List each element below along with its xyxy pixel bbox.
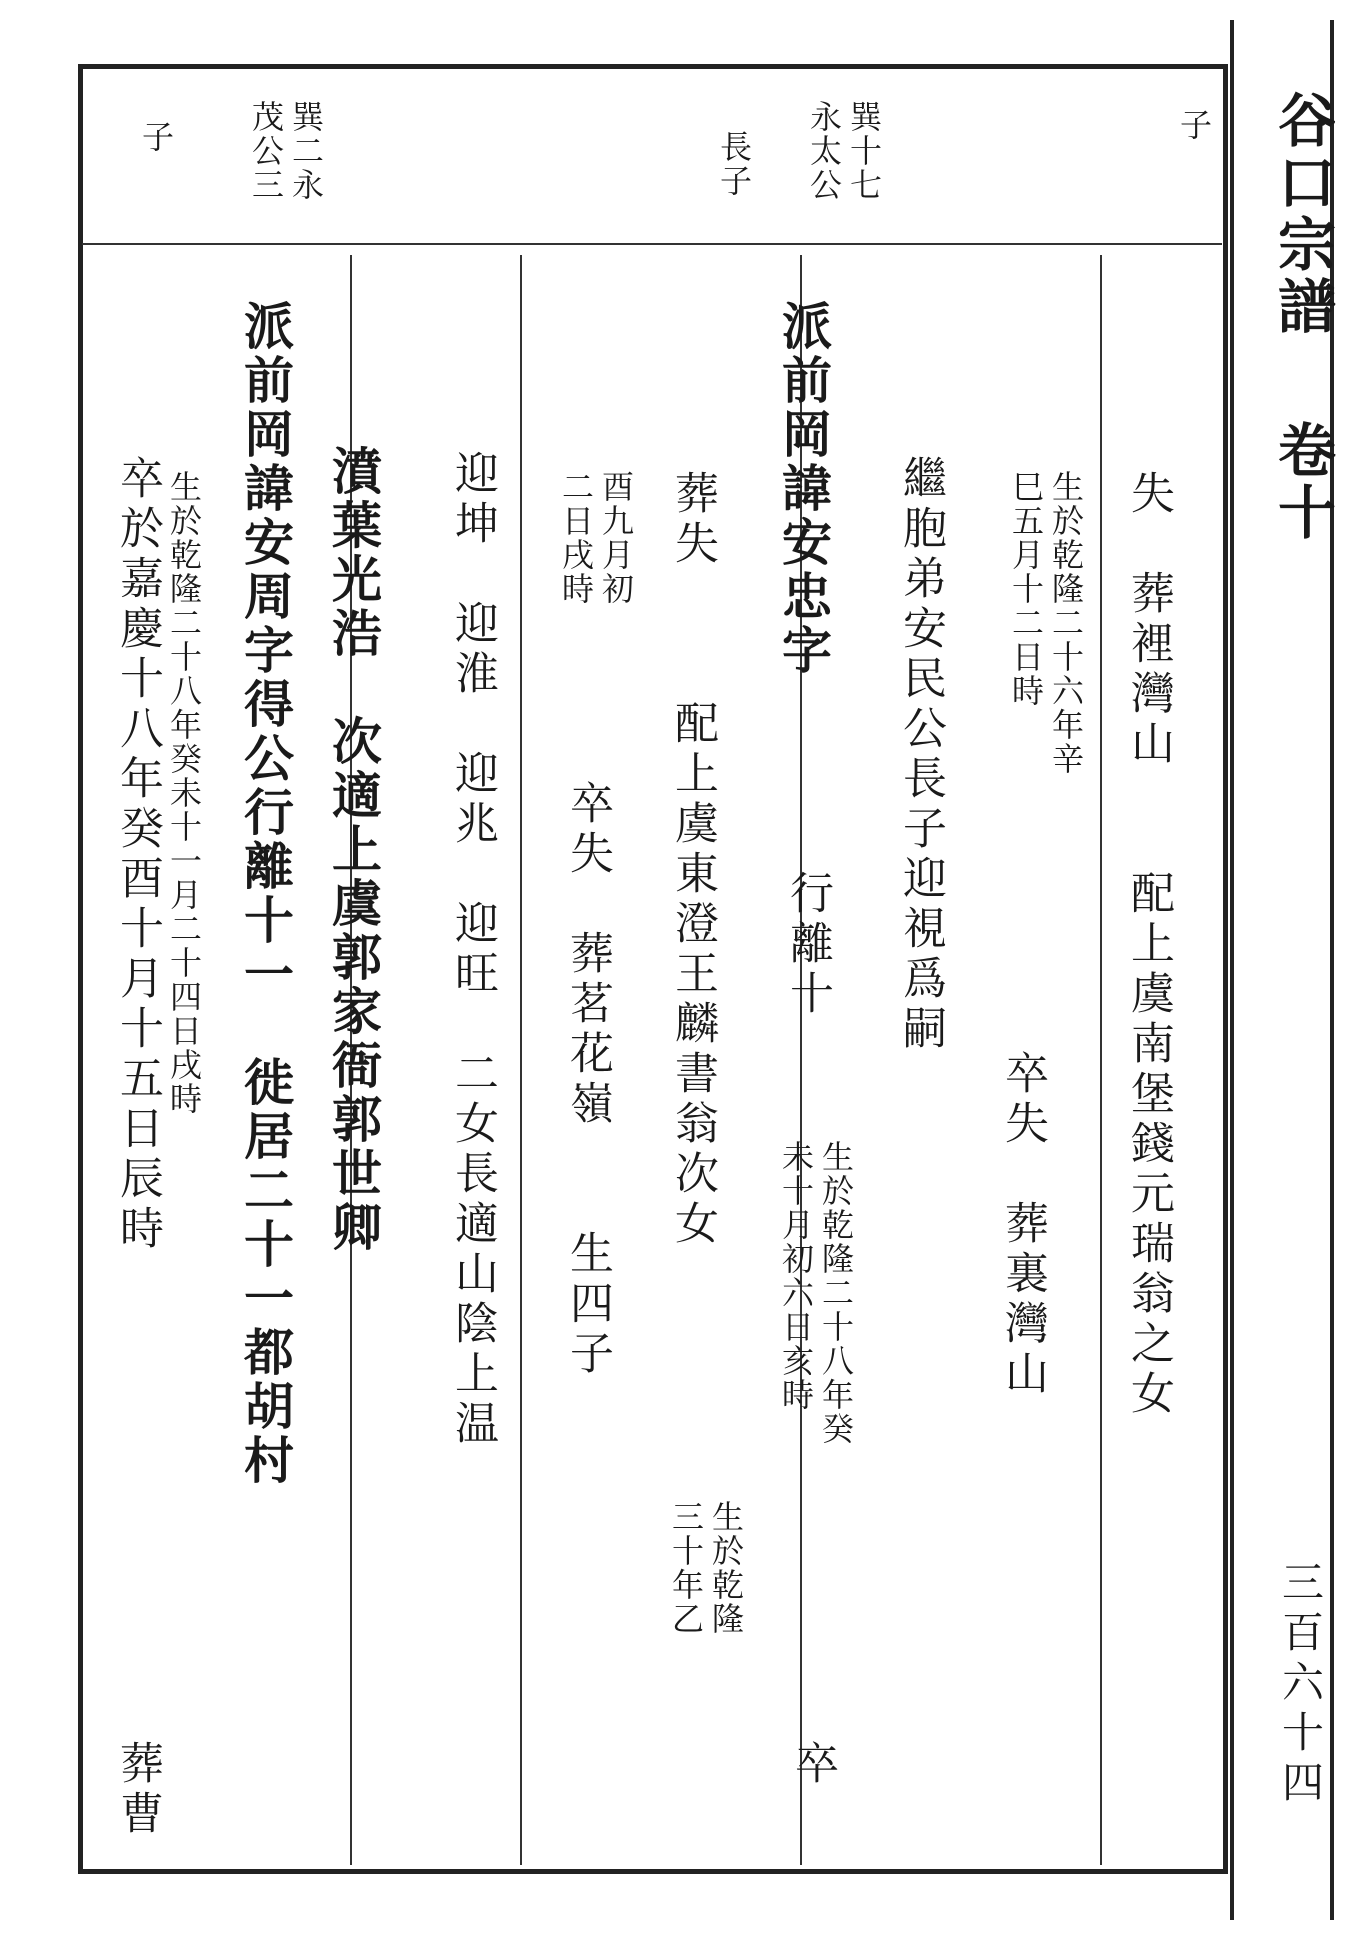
column-rule-3 [520,255,522,1865]
spine-volume: 卷十 [1268,420,1336,544]
entry-name-anzhong: 派前岡諱安忠字 [774,300,833,678]
spine-strip [1230,20,1342,1920]
entry-spouse-birth4: 二日戌時 [557,470,595,606]
header-entry-4b: 茂公三 [247,100,285,202]
column-rule-1 [1100,255,1102,1865]
spine-title: 谷口宗譜 [1268,90,1336,338]
entry-anzhou-birth: 生於乾隆二十八年癸未十一月二十四日戌時 [165,470,203,1116]
spine-folio: 三百六十四 [1276,1560,1325,1810]
entry-rank-anzhong: 行離十 [782,870,833,1020]
entry-children-daughters: 迎坤 迎淮 迎兆 迎旺 二女長適山陰上温 [447,450,498,1450]
entry-anzhong-birth2: 未十月初六日亥時 [777,1140,815,1412]
header-entry-3: 長子 [715,130,753,198]
entry-anzhong-birth1: 生於乾隆二十八年癸 [817,1140,855,1446]
entry-name-anzhou: 派前岡諱安周字得公行離十一 徙居二十一都胡村 [236,300,295,1488]
header-entry-4a: 巽二永 [287,100,325,202]
entry-adoption: 繼胞弟安民公長子迎視爲嗣 [895,455,946,1055]
entry-burial-spouse: 失 葬裡灣山 配上虞南堡錢元瑞翁之女 [1123,470,1174,1420]
entry-anzhou-death: 卒於嘉慶十八年癸酉十月十五日辰時 [112,455,163,1255]
entry-death-burial: 卒失 葬裏灣山 [997,1050,1048,1400]
header-entry-2b: 永太公 [805,100,843,202]
entry-birth-line1: 生於乾隆二十六年辛 [1047,470,1085,776]
entry-anzhong-spouse: 配上虞東澄王麟書翁次女 [667,700,718,1250]
entry-birth-line2: 巳五月十二日時 [1007,470,1045,708]
entry-spouse-death-children: 卒失 葬茗花嶺 生四子 [562,780,613,1380]
entry-anzhou-burial: 葬曹 [112,1740,163,1840]
entry-spouse-birth2: 三十年乙 [667,1500,705,1636]
header-entry-5: 子 [137,120,175,154]
header-divider [82,243,1222,245]
entry-anzhong-burial: 葬失 [667,470,718,570]
spine-rule-left [1230,20,1234,1920]
header-entry-2a: 巽十七 [845,100,883,202]
entry-spouse-birth3: 酉九月初 [597,470,635,606]
entry-anzhong-death: 卒 [787,1740,838,1790]
header-entry-1: 子 [1175,108,1213,142]
entry-daughter-marriage: 濆葉光浩 次適上虞郭家衙郭世卿 [324,445,383,1255]
entry-spouse-birth1: 生於乾隆 [707,1500,745,1636]
